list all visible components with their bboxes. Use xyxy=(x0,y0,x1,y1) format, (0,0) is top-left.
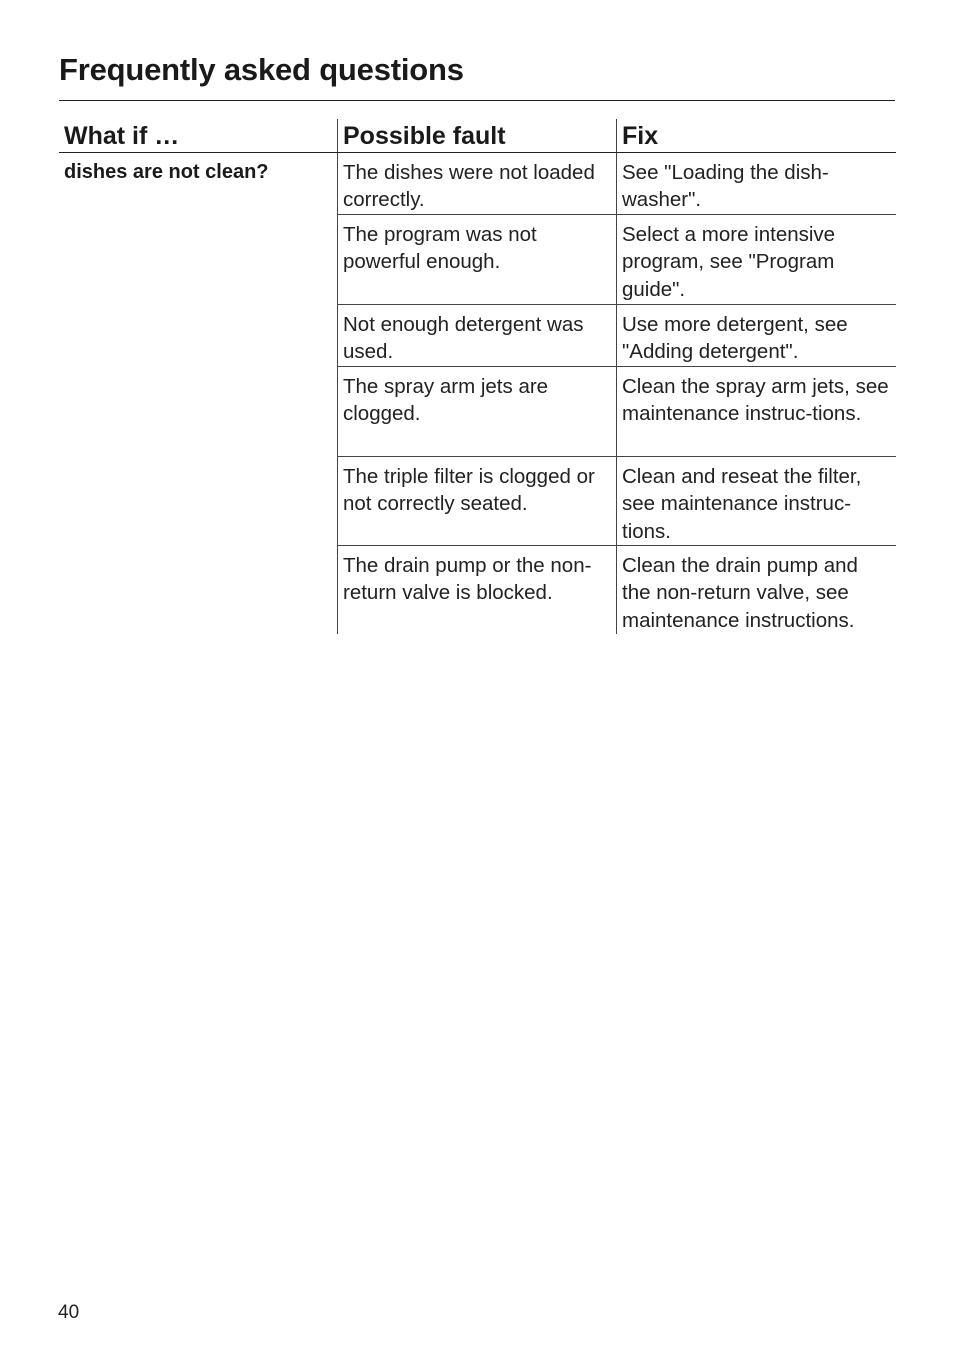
fault-cell: Not enough detergent was used. xyxy=(337,305,616,366)
table-body xyxy=(59,153,896,634)
header-what-if: What if … xyxy=(64,122,180,150)
table-row xyxy=(337,215,896,305)
page-number: 40 xyxy=(58,1302,80,1323)
fault-cell: The drain pump or the non-return valve is blocked. xyxy=(337,546,616,634)
header-fix: Fix xyxy=(616,119,896,152)
faq-table xyxy=(59,119,896,634)
fault-cell: The spray arm jets are clogged. xyxy=(337,367,616,456)
fault-fix-rows xyxy=(337,153,896,634)
fix-cell: Clean the spray arm jets, see maintenance instruc-tions. xyxy=(616,367,896,456)
table-row xyxy=(337,457,896,546)
fix-cell: Clean the drain pump and the non-return valve, see maintenance instructions. xyxy=(616,546,896,634)
table-header-row xyxy=(59,119,896,153)
fix-cell: Select a more intensive program, see "Program guide". xyxy=(616,215,896,304)
table-row xyxy=(337,153,896,215)
title-divider xyxy=(59,100,895,101)
fix-cell: See "Loading the dish-washer". xyxy=(616,153,896,214)
table-row xyxy=(337,305,896,367)
page-title: Frequently asked questions xyxy=(59,52,464,87)
fault-cell: The dishes were not loaded correctly. xyxy=(337,153,616,214)
table-row xyxy=(337,546,896,634)
fix-cell: Use more detergent, see "Adding detergent". xyxy=(616,305,896,366)
question-cell: dishes are not clean? xyxy=(64,161,269,183)
table-row xyxy=(337,367,896,457)
header-possible-fault: Possible fault xyxy=(337,119,616,152)
fault-cell: The triple filter is clogged or not correctly seated. xyxy=(337,457,616,545)
fault-cell: The program was not powerful enough. xyxy=(337,215,616,304)
fix-cell: Clean and reseat the filter, see maintenance instruc-tions. xyxy=(616,457,896,545)
